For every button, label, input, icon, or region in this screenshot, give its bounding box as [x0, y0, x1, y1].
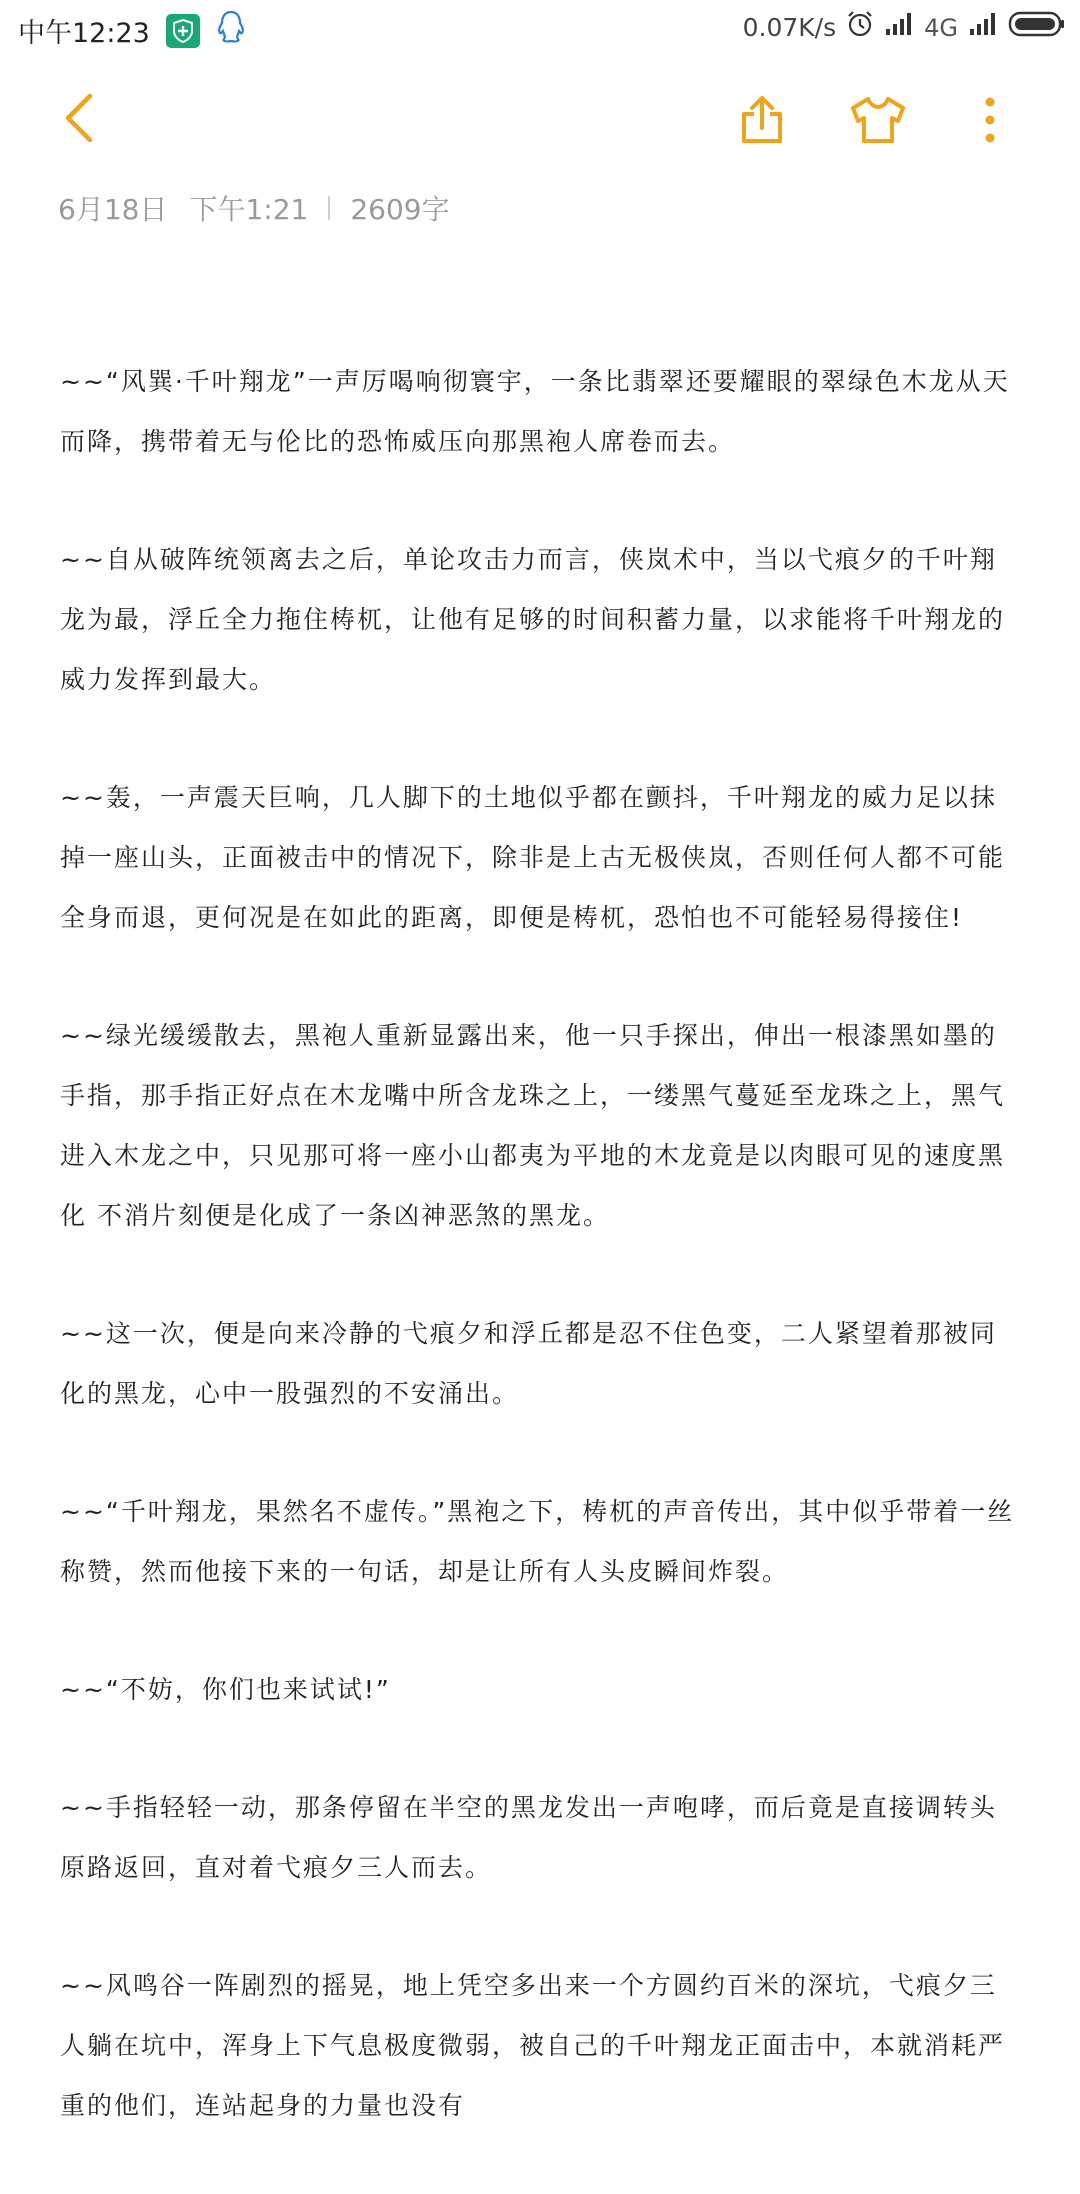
note-date: 6月18日 — [58, 193, 168, 226]
status-bar — [0, 0, 1080, 52]
back-icon — [60, 92, 100, 144]
note-content[interactable] — [60, 352, 1022, 2194]
toolbar — [0, 80, 1080, 160]
word-count: 2609字 — [350, 193, 450, 226]
paragraph: ~~手指轻轻一动，那条停留在半空的黑龙发出一声咆哮，而后竟是直接调转头原路返回，直对着弋痕夕三人而去。 — [60, 1793, 997, 1882]
shirt-icon — [848, 94, 908, 146]
meta-divider — [328, 196, 330, 220]
paragraph: ~~“千叶翔龙，果然名不虚传。”黑袍之下，梼杌的声音传出，其中似乎带着一丝称赞，然而他接下来的一句话，却是让所有人头皮瞬间炸裂。 — [60, 1497, 1015, 1586]
paragraph: ~~绿光缓缓散去，黑袍人重新显露出来，他一只手探出，伸出一根漆黑如墨的手指，那手指正好点在木龙嘴中所含龙珠之上，一缕黑气蔓延至龙珠之上，黑气进入木龙之中，只见那可将一座小山都夷为平地的木龙竟是以肉眼可见的速度黑化 不消片刻便是化成了一条凶神恶煞的黑龙。 — [60, 1021, 1006, 1230]
status-time: 中午12:23 — [18, 18, 150, 49]
network-type: 4G — [924, 13, 958, 42]
more-icon — [984, 96, 996, 144]
paragraph: ~~“不妨，你们也来试试!” — [60, 1675, 391, 1704]
more-button[interactable] — [968, 88, 1012, 152]
status-bar-left — [18, 10, 246, 51]
theme-button[interactable] — [846, 88, 910, 152]
shield-icon — [166, 14, 200, 48]
paragraph: ~~轰，一声震天巨响，几人脚下的土地似乎都在颤抖，千叶翔龙的威力足以抹掉一座山头，正面被击中的情况下，除非是上古无极侠岚，否则任何人都不可能全身而退，更何况是在如此的距离，即便是梼杌，恐怕也不可能轻易得接住! — [60, 783, 1006, 932]
note-meta — [58, 188, 450, 228]
paragraph: ~~“风巽·千叶翔龙”一声厉喝响彻寰宇，一条比翡翠还要耀眼的翠绿色木龙从天而降，携带着无与伦比的恐怖威压向那黑袍人席卷而去。 — [60, 367, 1010, 456]
paragraph: ~~自从破阵统领离去之后，单论攻击力而言，侠岚术中，当以弋痕夕的千叶翔龙为最，浮丘全力拖住梼杌，让他有足够的时间积蓄力量，以求能将千叶翔龙的威力发挥到最大。 — [60, 545, 1006, 694]
paragraph: ~~风鸣谷一阵剧烈的摇晃，地上凭空多出来一个方圆约百米的深坑，弋痕夕三人躺在坑中，浑身上下气息极度微弱，被自己的千叶翔龙正面击中，本就消耗严重的他们，连站起身的力量也没有 — [60, 1971, 1006, 2120]
paragraph: ~~这一次，便是向来冷静的弋痕夕和浮丘都是忍不住色变，二人紧望着那被同化的黑龙，心中一股强烈的不安涌出。 — [60, 1319, 997, 1408]
back-button[interactable] — [52, 90, 108, 146]
signal-icon-2 — [968, 11, 998, 44]
battery-icon — [1008, 10, 1066, 45]
share-button[interactable] — [730, 88, 794, 152]
note-time: 下午1:21 — [189, 193, 309, 226]
status-bar-right — [743, 10, 1066, 45]
network-speed: 0.07K/s — [742, 13, 837, 42]
alarm-icon — [846, 10, 874, 45]
signal-icon — [884, 11, 914, 44]
share-icon — [736, 94, 788, 146]
qq-icon — [216, 10, 246, 51]
